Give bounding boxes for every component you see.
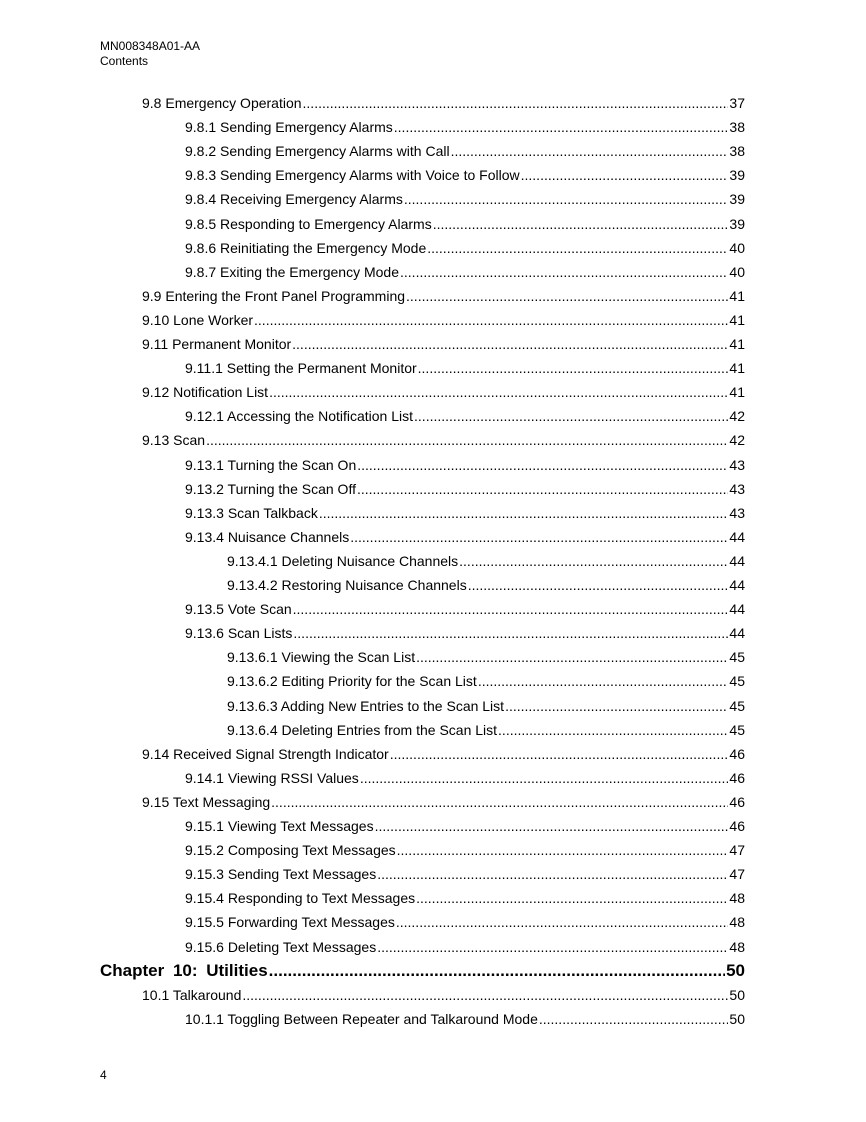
toc-dot-leader — [269, 380, 728, 404]
toc-entry-page: 48 — [729, 890, 745, 906]
toc-entry-page: 50 — [729, 1011, 745, 1027]
toc-entry-page: 41 — [729, 312, 745, 328]
toc-entry-link[interactable] — [185, 766, 745, 790]
page-number: 4 — [100, 1068, 107, 1082]
toc-dot-leader — [404, 187, 729, 211]
toc-entry-link[interactable] — [185, 453, 745, 477]
toc-entry-title: 9.8 Emergency Operation — [142, 95, 302, 111]
toc-entry-title: 9.14.1 Viewing RSSI Values — [185, 770, 359, 786]
toc-dot-leader — [303, 91, 729, 115]
toc-dot-leader — [397, 838, 729, 862]
toc-dot-leader — [521, 163, 729, 187]
toc-entry-title: 9.8.2 Sending Emergency Alarms with Call — [185, 143, 450, 159]
toc-chapter-link[interactable] — [100, 959, 745, 983]
toc-entry-link[interactable] — [185, 356, 745, 380]
toc-entry-title: 9.13.1 Turning the Scan On — [185, 457, 357, 473]
toc-dot-leader — [350, 525, 728, 549]
toc-dot-leader — [390, 742, 729, 766]
toc-entry-link[interactable] — [185, 1007, 745, 1031]
toc-entry-title: 9.8.4 Receiving Emergency Alarms — [185, 191, 403, 207]
toc-entry-link[interactable] — [142, 742, 745, 766]
toc-entry-page: 39 — [729, 191, 745, 207]
toc-dot-leader — [375, 814, 729, 838]
toc-entry-page: 47 — [729, 842, 745, 858]
toc-dot-leader — [271, 790, 728, 814]
toc-entry-page: 47 — [729, 866, 745, 882]
toc-entry-link[interactable] — [185, 501, 745, 525]
toc-entry-page: 42 — [729, 432, 745, 448]
toc-entry-link[interactable] — [227, 573, 745, 597]
toc-entry-title: 9.9 Entering the Front Panel Programming — [142, 288, 406, 304]
toc-entry-page: 44 — [729, 601, 745, 617]
toc-dot-leader — [468, 573, 729, 597]
toc-dot-leader — [505, 694, 728, 718]
toc-dot-leader — [357, 453, 728, 477]
toc-entry-link[interactable] — [142, 428, 745, 452]
toc-entry-title: 9.15.5 Forwarding Text Messages — [185, 914, 395, 930]
toc-entry-title: 9.13.6.1 Viewing the Scan List — [227, 649, 416, 665]
toc-dot-leader — [416, 886, 728, 910]
toc-entry-title: 9.15.2 Composing Text Messages — [185, 842, 396, 858]
toc-entry-link[interactable] — [185, 115, 745, 139]
page-footer — [100, 1068, 107, 1083]
toc-entry-page: 44 — [729, 577, 745, 593]
toc-entry-title: 9.15.1 Viewing Text Messages — [185, 818, 374, 834]
toc-entry-title: 10.1.1 Toggling Between Repeater and Talkaround Mode — [185, 1011, 538, 1027]
toc-entry-page: 41 — [729, 288, 745, 304]
toc-entry-page: 45 — [729, 698, 745, 714]
toc-entry-page: 50 — [729, 987, 745, 1003]
toc-dot-leader — [377, 862, 728, 886]
toc-entry-page: 46 — [729, 746, 745, 762]
toc-entry-title: 9.13.6.2 Editing Priority for the Scan List — [227, 673, 477, 689]
toc-entry-link[interactable] — [185, 236, 745, 260]
toc-entry-page: 39 — [729, 216, 745, 232]
toc-entry-link[interactable] — [142, 790, 745, 814]
toc-entry-title: 9.11 Permanent Monitor — [142, 336, 292, 352]
toc-entry-title: 9.13.6.3 Adding New Entries to the Scan List — [227, 698, 505, 714]
toc-dot-leader — [400, 260, 728, 284]
toc-dot-leader — [394, 115, 729, 139]
toc-dot-leader — [377, 935, 728, 959]
toc-entry-link[interactable] — [142, 380, 745, 404]
toc-entry-link[interactable] — [185, 910, 745, 934]
toc-entry-link[interactable] — [227, 549, 745, 573]
toc-entry-title: 9.8.3 Sending Emergency Alarms with Voice to Follow — [185, 167, 520, 183]
toc-dot-leader — [406, 284, 728, 308]
toc-entry-link[interactable] — [185, 525, 745, 549]
toc-entry-link[interactable] — [185, 404, 745, 428]
toc-entry-link[interactable] — [185, 814, 745, 838]
toc-entry-title: 10.1 Talkaround — [142, 987, 242, 1003]
toc-dot-leader — [396, 910, 729, 934]
toc-entry-page: 40 — [729, 264, 745, 280]
toc-entry-page: 46 — [729, 818, 745, 834]
toc-entry-title: 9.13.4.1 Deleting Nuisance Channels — [227, 553, 459, 569]
toc-entry-link[interactable] — [185, 862, 745, 886]
toc-entry-link[interactable] — [227, 694, 745, 718]
toc-entry-page: 41 — [729, 360, 745, 376]
toc-dot-leader — [293, 621, 728, 645]
toc-entry-page: 45 — [729, 673, 745, 689]
toc-entry-title: 9.8.1 Sending Emergency Alarms — [185, 119, 393, 135]
toc-entry-page: 48 — [729, 939, 745, 955]
toc-entry-link[interactable] — [185, 935, 745, 959]
toc-entry-link[interactable] — [227, 718, 745, 742]
toc-entry-link[interactable] — [185, 477, 745, 501]
toc-dot-leader — [498, 718, 728, 742]
toc-entry-page: 44 — [729, 625, 745, 641]
toc-entry-page: 39 — [729, 167, 745, 183]
toc-entry-link[interactable] — [185, 886, 745, 910]
toc-entry-title: 9.13.6 Scan Lists — [185, 625, 293, 641]
toc-entry-link[interactable] — [185, 187, 745, 211]
toc-entry-link[interactable] — [185, 163, 745, 187]
toc-entry-link[interactable] — [142, 91, 745, 115]
toc-entry-title: 9.12 Notification List — [142, 384, 269, 400]
toc-entry-title: 9.8.6 Reinitiating the Emergency Mode — [185, 240, 427, 256]
toc-entry-title: 9.10 Lone Worker — [142, 312, 254, 328]
toc-entry-link[interactable] — [227, 669, 745, 693]
toc-dot-leader — [414, 404, 728, 428]
toc-entry-link[interactable] — [227, 645, 745, 669]
toc-entry-link[interactable] — [142, 284, 745, 308]
toc-entry-page: 45 — [729, 649, 745, 665]
toc-dot-leader — [254, 308, 728, 332]
toc-entry-title: 9.13.5 Vote Scan — [185, 601, 292, 617]
page-header — [100, 39, 200, 69]
toc-entry-page: 42 — [729, 408, 745, 424]
toc-entry-page: 38 — [729, 143, 745, 159]
toc-dot-leader — [293, 597, 729, 621]
toc-entry-link[interactable] — [142, 308, 745, 332]
toc-entry-link[interactable] — [142, 332, 745, 356]
toc-entry-link[interactable] — [185, 139, 745, 163]
toc-entry-page: 50 — [726, 961, 745, 980]
toc-dot-leader — [242, 983, 728, 1007]
toc-entry-title: 9.13.6.4 Deleting Entries from the Scan List — [227, 722, 498, 738]
toc-entry-page: 43 — [729, 505, 745, 521]
toc-entry-page: 44 — [729, 529, 745, 545]
toc-entry-link[interactable] — [185, 621, 745, 645]
toc-entry-title: Chapter 10: Utilities — [100, 961, 268, 980]
toc-dot-leader — [478, 669, 729, 693]
toc-entry-title: 9.8.5 Responding to Emergency Alarms — [185, 216, 432, 232]
toc-dot-leader — [459, 549, 728, 573]
toc-entry-title: 9.15.4 Responding to Text Messages — [185, 890, 416, 906]
toc-entry-page: 37 — [729, 95, 745, 111]
toc-entry-page: 38 — [729, 119, 745, 135]
toc-entry-page: 48 — [729, 914, 745, 930]
toc-entry-title: 9.13.4.2 Restoring Nuisance Channels — [227, 577, 467, 593]
toc-entry-link[interactable] — [185, 212, 745, 236]
toc-dot-leader — [418, 356, 729, 380]
toc-entry-page: 44 — [729, 553, 745, 569]
toc-entry-page: 46 — [729, 770, 745, 786]
toc-entry-page: 43 — [729, 481, 745, 497]
toc-entry-title: 9.15.6 Deleting Text Messages — [185, 939, 377, 955]
toc-entry-title: 9.14 Received Signal Strength Indicator — [142, 746, 389, 762]
toc-dot-leader — [433, 212, 729, 236]
section-title: Contents — [100, 54, 149, 68]
toc-entry-page: 43 — [729, 457, 745, 473]
document-number: MN008348A01-AA — [100, 39, 201, 53]
toc-dot-leader — [427, 236, 728, 260]
toc-entry-link[interactable] — [185, 597, 745, 621]
toc-entry-title: 9.15 Text Messaging — [142, 794, 271, 810]
toc-dot-leader — [451, 139, 729, 163]
toc-entry-title: 9.13.2 Turning the Scan Off — [185, 481, 356, 497]
toc-entry-title: 9.13.3 Scan Talkback — [185, 505, 318, 521]
toc-entry-page: 40 — [729, 240, 745, 256]
toc-entry-link[interactable] — [185, 260, 745, 284]
toc-dot-leader — [319, 501, 729, 525]
toc-entry-link[interactable] — [142, 983, 745, 1007]
toc-entry-link[interactable] — [185, 838, 745, 862]
toc-dot-leader — [357, 477, 728, 501]
toc-entry-title: 9.15.3 Sending Text Messages — [185, 866, 377, 882]
toc-entry-page: 41 — [729, 384, 745, 400]
toc-entry-title: 9.13 Scan — [142, 432, 206, 448]
toc-entry-page: 46 — [729, 794, 745, 810]
toc-entry-title: 9.8.7 Exiting the Emergency Mode — [185, 264, 400, 280]
toc-entry-page: 41 — [729, 336, 745, 352]
toc-dot-leader — [292, 332, 728, 356]
toc-entry-page: 45 — [729, 722, 745, 738]
toc-dot-leader — [269, 959, 725, 983]
toc-entry-title: 9.11.1 Setting the Permanent Monitor — [185, 360, 417, 376]
toc-dot-leader — [416, 645, 728, 669]
toc-entry-title: 9.12.1 Accessing the Notification List — [185, 408, 414, 424]
toc-entry-title: 9.13.4 Nuisance Channels — [185, 529, 350, 545]
toc-dot-leader — [360, 766, 729, 790]
toc-dot-leader — [539, 1007, 729, 1031]
toc-dot-leader — [206, 428, 728, 452]
